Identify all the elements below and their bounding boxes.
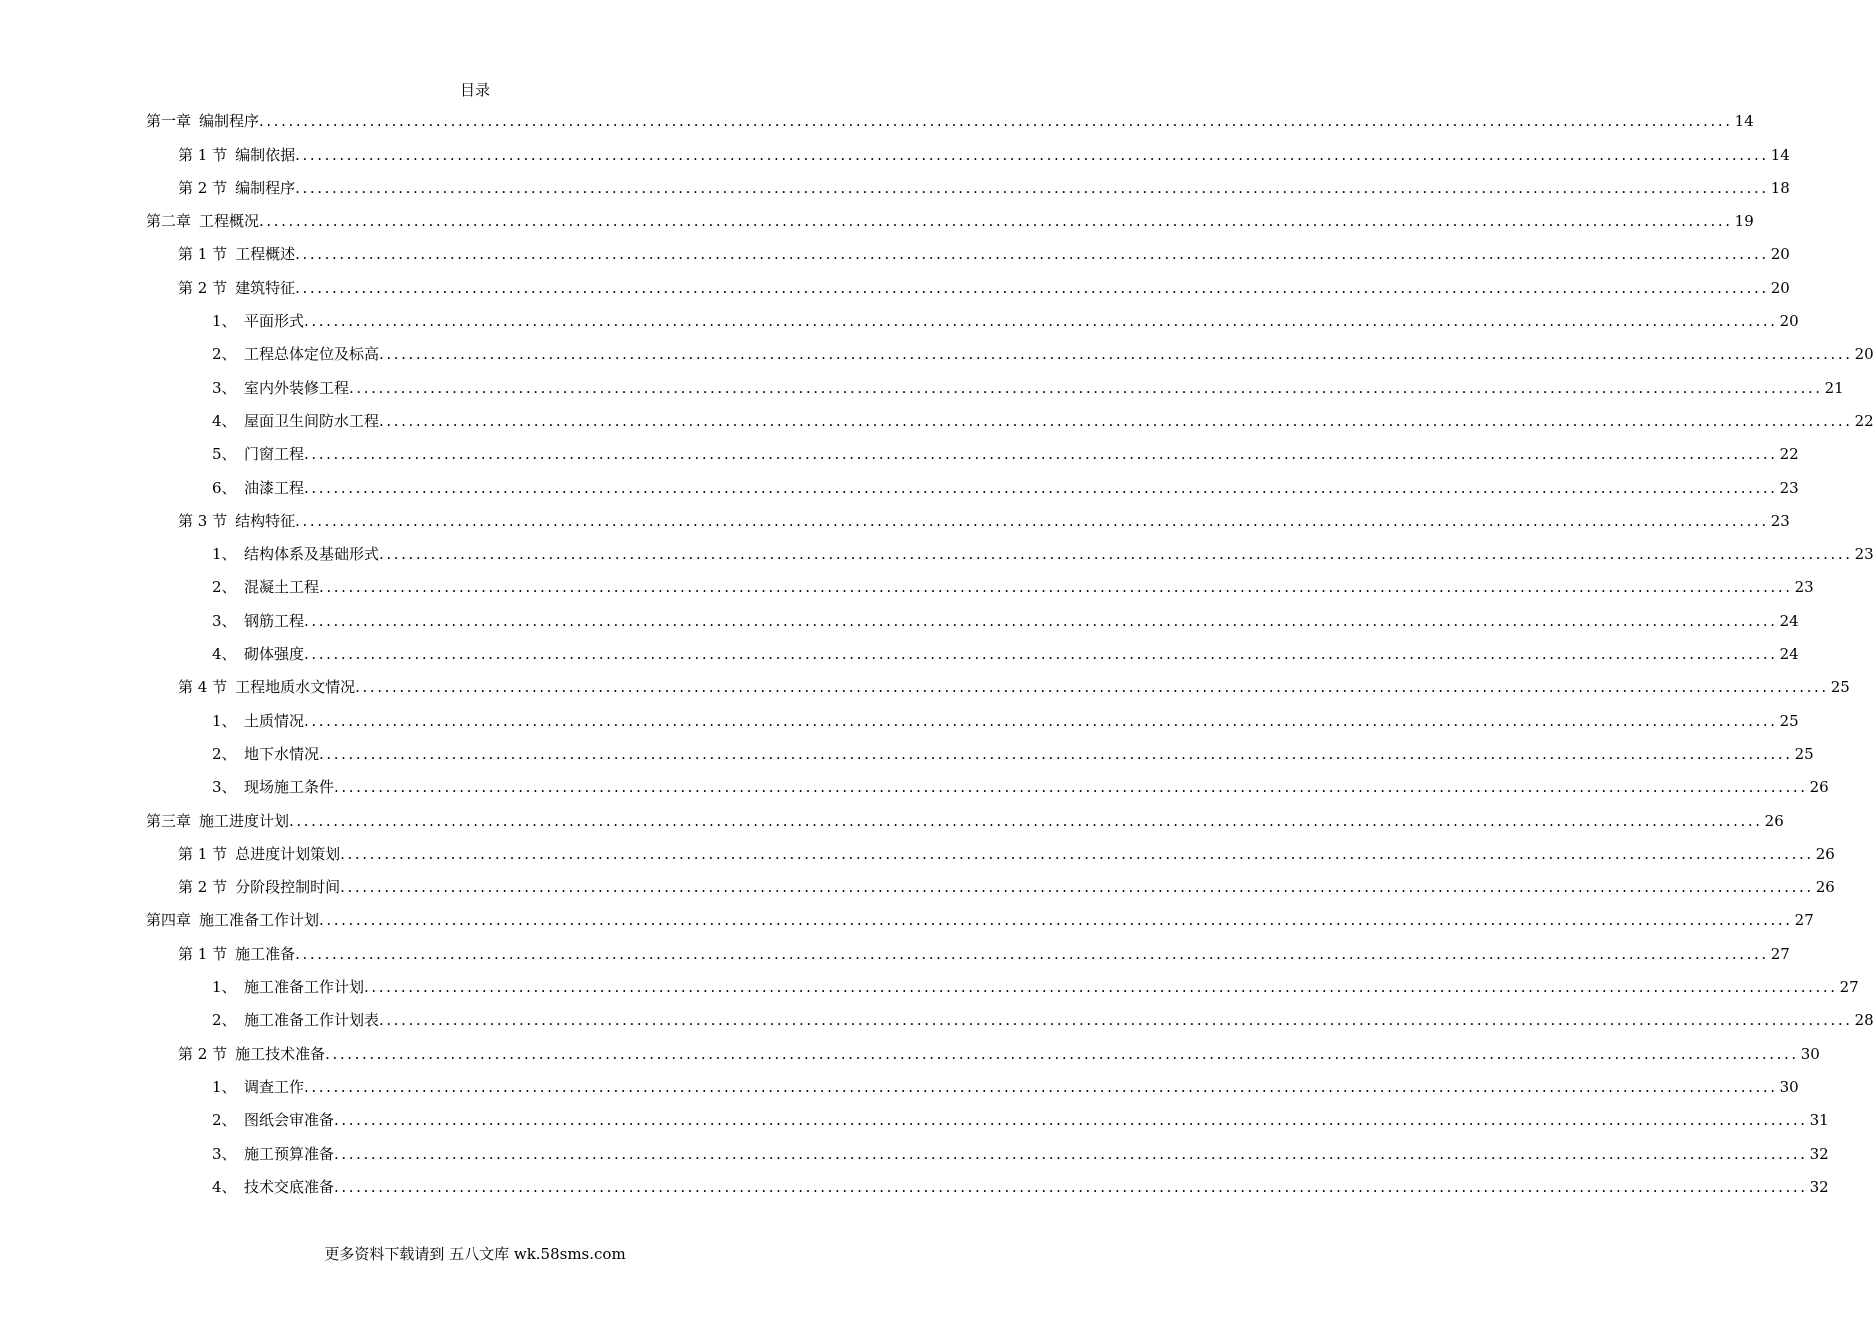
toc-entry-page-number: 26 [1815, 878, 1835, 897]
toc-entry[interactable] [146, 599, 1799, 632]
toc-entry-page-number: 27 [1794, 911, 1814, 930]
toc-entry-label: 工程地质水文情况 [235, 678, 356, 697]
toc-entry-number: 第 2 节 [178, 878, 228, 897]
toc-entry[interactable] [146, 899, 1814, 932]
toc-entry-number: 2、 [212, 744, 237, 763]
toc-entry-label: 工程概述 [235, 245, 296, 264]
toc-entry[interactable] [146, 133, 1790, 166]
toc-entry-page-number: 26 [1764, 811, 1784, 830]
toc-entry-page-number: 21 [1824, 378, 1844, 397]
toc-entry-label: 分阶段控制时间 [235, 878, 341, 897]
toc-entry-number: 1、 [212, 1077, 237, 1096]
toc-entry[interactable] [146, 999, 1874, 1032]
toc-entry-label: 建筑特征 [235, 278, 296, 297]
dot-leader: ........................................................................................................................................................................................................ [289, 811, 1763, 830]
toc-entry[interactable] [146, 400, 1874, 433]
dot-leader: ........................................................................................................................................................................................................ [304, 312, 1778, 331]
toc-entry-page-number: 14 [1734, 112, 1754, 131]
toc-entry-label: 屋面卫生间防水工程 [244, 411, 380, 430]
toc-entry-label: 油漆工程 [244, 478, 305, 497]
dot-leader: ........................................................................................................................................................................................................ [319, 744, 1793, 763]
toc-entry[interactable] [146, 266, 1790, 299]
dot-leader: ........................................................................................................................................................................................................ [304, 478, 1778, 497]
toc-entry[interactable] [146, 366, 1844, 399]
dot-leader: ........................................................................................................................................................................................................ [304, 1077, 1778, 1096]
toc-entry[interactable] [146, 966, 1859, 999]
toc-entry-label: 钢筋工程 [244, 611, 305, 630]
toc-entry-label: 编制依据 [235, 145, 296, 164]
toc-entry[interactable] [146, 100, 1754, 133]
toc-entry-number: 第 3 节 [178, 511, 228, 530]
dot-leader: ........................................................................................................................................................................................................ [304, 445, 1778, 464]
toc-entry-page-number: 28 [1854, 1011, 1874, 1030]
toc-entry-number: 第 1 节 [178, 145, 228, 164]
toc-entry[interactable] [146, 1166, 1829, 1199]
toc-entry[interactable] [146, 500, 1790, 533]
footer-text: 更多资料下载请到 五八文库 wk.58sms.com [324, 1245, 626, 1263]
table-of-contents [146, 100, 1874, 1199]
dot-leader: ........................................................................................................................................................................................................ [295, 178, 1769, 197]
dot-leader: ........................................................................................................................................................................................................ [295, 245, 1769, 264]
toc-entry-page-number: 25 [1794, 744, 1814, 763]
toc-entry-page-number: 18 [1770, 178, 1790, 197]
toc-entry-number: 4、 [212, 1177, 237, 1196]
toc-entry-label: 平面形式 [244, 312, 305, 331]
toc-entry-number: 第四章 [146, 911, 192, 930]
toc-entry-number: 2、 [212, 578, 237, 597]
toc-entry-label: 工程概况 [199, 212, 260, 231]
toc-entry-page-number: 23 [1770, 511, 1790, 530]
dot-leader: ........................................................................................................................................................................................................ [379, 1011, 1853, 1030]
toc-entry[interactable] [146, 666, 1850, 699]
toc-entry-label: 土质情况 [244, 711, 305, 730]
toc-entry-page-number: 30 [1779, 1077, 1799, 1096]
toc-entry-number: 3、 [212, 778, 237, 797]
dot-leader: ........................................................................................................................................................................................................ [340, 844, 1814, 863]
toc-entry-page-number: 24 [1779, 611, 1799, 630]
toc-entry-page-number: 27 [1770, 944, 1790, 963]
toc-entry-page-number: 20 [1854, 345, 1874, 364]
toc-entry-page-number: 25 [1830, 678, 1850, 697]
toc-entry-number: 1、 [212, 312, 237, 331]
dot-leader: ........................................................................................................................................................................................................ [304, 645, 1778, 664]
toc-entry[interactable] [146, 167, 1790, 200]
toc-entry-number: 3、 [212, 378, 237, 397]
toc-entry[interactable] [146, 1032, 1820, 1065]
dot-leader: ........................................................................................................................................................................................................ [259, 212, 1733, 231]
toc-entry-label: 结构特征 [235, 511, 296, 530]
toc-entry-page-number: 30 [1800, 1044, 1820, 1063]
toc-entry-number: 1、 [212, 545, 237, 564]
toc-entry-label: 施工准备 [235, 944, 296, 963]
dot-leader: ........................................................................................................................................................................................................ [334, 1144, 1808, 1163]
toc-entry-page-number: 32 [1809, 1177, 1829, 1196]
toc-entry[interactable] [146, 533, 1874, 566]
toc-entry-number: 3、 [212, 611, 237, 630]
toc-title: 目录 [459, 81, 490, 99]
dot-leader: ........................................................................................................................................................................................................ [379, 545, 1853, 564]
toc-entry-page-number: 27 [1839, 978, 1859, 997]
toc-entry[interactable] [146, 833, 1835, 866]
toc-entry[interactable] [146, 699, 1799, 732]
dot-leader: ........................................................................................................................................................................................................ [355, 678, 1829, 697]
toc-entry-page-number: 22 [1854, 411, 1874, 430]
toc-entry-page-number: 14 [1770, 145, 1790, 164]
toc-entry-page-number: 22 [1779, 445, 1799, 464]
toc-entry-number: 5、 [212, 445, 237, 464]
toc-entry-page-number: 26 [1815, 844, 1835, 863]
toc-entry-number: 第 2 节 [178, 178, 228, 197]
dot-leader: ........................................................................................................................................................................................................ [295, 278, 1769, 297]
toc-entry-number: 第 4 节 [178, 678, 228, 697]
toc-entry-label: 编制程序 [199, 112, 260, 131]
toc-entry-page-number: 32 [1809, 1144, 1829, 1163]
toc-entry[interactable] [146, 233, 1790, 266]
toc-entry[interactable] [146, 1132, 1829, 1165]
toc-entry-label: 地下水情况 [244, 744, 320, 763]
toc-entry-number: 2、 [212, 1111, 237, 1130]
dot-leader: ........................................................................................................................................................................................................ [349, 378, 1823, 397]
toc-entry-number: 第三章 [146, 811, 192, 830]
toc-entry-label: 混凝土工程 [244, 578, 320, 597]
dot-leader: ........................................................................................................................................................................................................ [340, 878, 1814, 897]
toc-entry-label: 施工准备工作计划表 [244, 1011, 380, 1030]
toc-entry-label: 总进度计划策划 [235, 844, 341, 863]
toc-entry-number: 6、 [212, 478, 237, 497]
toc-entry-label: 施工准备工作计划 [199, 911, 320, 930]
dot-leader: ........................................................................................................................................................................................................ [334, 1177, 1808, 1196]
toc-entry-number: 第 2 节 [178, 278, 228, 297]
toc-entry-page-number: 31 [1809, 1111, 1829, 1130]
toc-entry-number: 第二章 [146, 212, 192, 231]
dot-leader: ........................................................................................................................................................................................................ [295, 511, 1769, 530]
toc-entry[interactable] [146, 300, 1799, 333]
dot-leader: ........................................................................................................................................................................................................ [364, 978, 1838, 997]
toc-entry-label: 图纸会审准备 [244, 1111, 335, 1130]
dot-leader: ........................................................................................................................................................................................................ [304, 611, 1778, 630]
toc-entry-label: 施工准备工作计划 [244, 978, 365, 997]
toc-entry-page-number: 19 [1734, 212, 1754, 231]
toc-entry-label: 施工技术准备 [235, 1044, 326, 1063]
toc-entry[interactable] [146, 333, 1874, 366]
dot-leader: ........................................................................................................................................................................................................ [295, 944, 1769, 963]
toc-entry[interactable] [146, 566, 1814, 599]
toc-entry-label: 编制程序 [235, 178, 296, 197]
toc-entry[interactable] [146, 866, 1835, 899]
toc-entry-label: 调查工作 [244, 1077, 305, 1096]
toc-entry-label: 门窗工程 [244, 445, 305, 464]
toc-entry-page-number: 23 [1779, 478, 1799, 497]
dot-leader: ........................................................................................................................................................................................................ [319, 911, 1793, 930]
toc-entry-label: 现场施工条件 [244, 778, 335, 797]
toc-entry-number: 2、 [212, 345, 237, 364]
toc-entry-number: 第 1 节 [178, 944, 228, 963]
dot-leader: ........................................................................................................................................................................................................ [379, 411, 1853, 430]
toc-entry[interactable] [146, 932, 1790, 965]
toc-entry-number: 第 1 节 [178, 245, 228, 264]
toc-entry-number: 3、 [212, 1144, 237, 1163]
toc-entry[interactable] [146, 766, 1829, 799]
toc-entry-page-number: 23 [1794, 578, 1814, 597]
dot-leader: ........................................................................................................................................................................................................ [319, 578, 1793, 597]
dot-leader: ........................................................................................................................................................................................................ [379, 345, 1853, 364]
toc-entry-label: 施工预算准备 [244, 1144, 335, 1163]
toc-entry[interactable] [146, 1066, 1799, 1099]
toc-entry-number: 4、 [212, 411, 237, 430]
toc-entry-label: 室内外装修工程 [244, 378, 350, 397]
toc-entry-label: 砌体强度 [244, 645, 305, 664]
toc-entry-number: 4、 [212, 645, 237, 664]
toc-entry[interactable] [146, 733, 1814, 766]
toc-entry-page-number: 23 [1854, 545, 1874, 564]
toc-entry-page-number: 20 [1770, 278, 1790, 297]
dot-leader: ........................................................................................................................................................................................................ [304, 711, 1778, 730]
toc-entry-label: 工程总体定位及标高 [244, 345, 380, 364]
dot-leader: ........................................................................................................................................................................................................ [295, 145, 1769, 164]
dot-leader: ........................................................................................................................................................................................................ [334, 1111, 1808, 1130]
dot-leader: ........................................................................................................................................................................................................ [325, 1044, 1799, 1063]
toc-entry-page-number: 20 [1779, 312, 1799, 331]
toc-entry-number: 2、 [212, 1011, 237, 1030]
toc-entry-page-number: 24 [1779, 645, 1799, 664]
toc-entry-number: 1、 [212, 711, 237, 730]
toc-entry-label: 技术交底准备 [244, 1177, 335, 1196]
toc-entry-page-number: 20 [1770, 245, 1790, 264]
toc-entry[interactable] [146, 200, 1754, 233]
toc-entry[interactable] [146, 1099, 1829, 1132]
toc-entry[interactable] [146, 799, 1784, 832]
dot-leader: ........................................................................................................................................................................................................ [259, 112, 1733, 131]
toc-entry-number: 第 2 节 [178, 1044, 228, 1063]
toc-entry-number: 第 1 节 [178, 844, 228, 863]
toc-entry-number: 第一章 [146, 112, 192, 131]
toc-entry[interactable] [146, 466, 1799, 499]
toc-entry-page-number: 26 [1809, 778, 1829, 797]
toc-entry-label: 施工进度计划 [199, 811, 290, 830]
dot-leader: ........................................................................................................................................................................................................ [334, 778, 1808, 797]
toc-entry-number: 1、 [212, 978, 237, 997]
toc-entry-page-number: 25 [1779, 711, 1799, 730]
toc-entry[interactable] [146, 433, 1799, 466]
toc-entry-label: 结构体系及基础形式 [244, 545, 380, 564]
toc-entry[interactable] [146, 633, 1799, 666]
